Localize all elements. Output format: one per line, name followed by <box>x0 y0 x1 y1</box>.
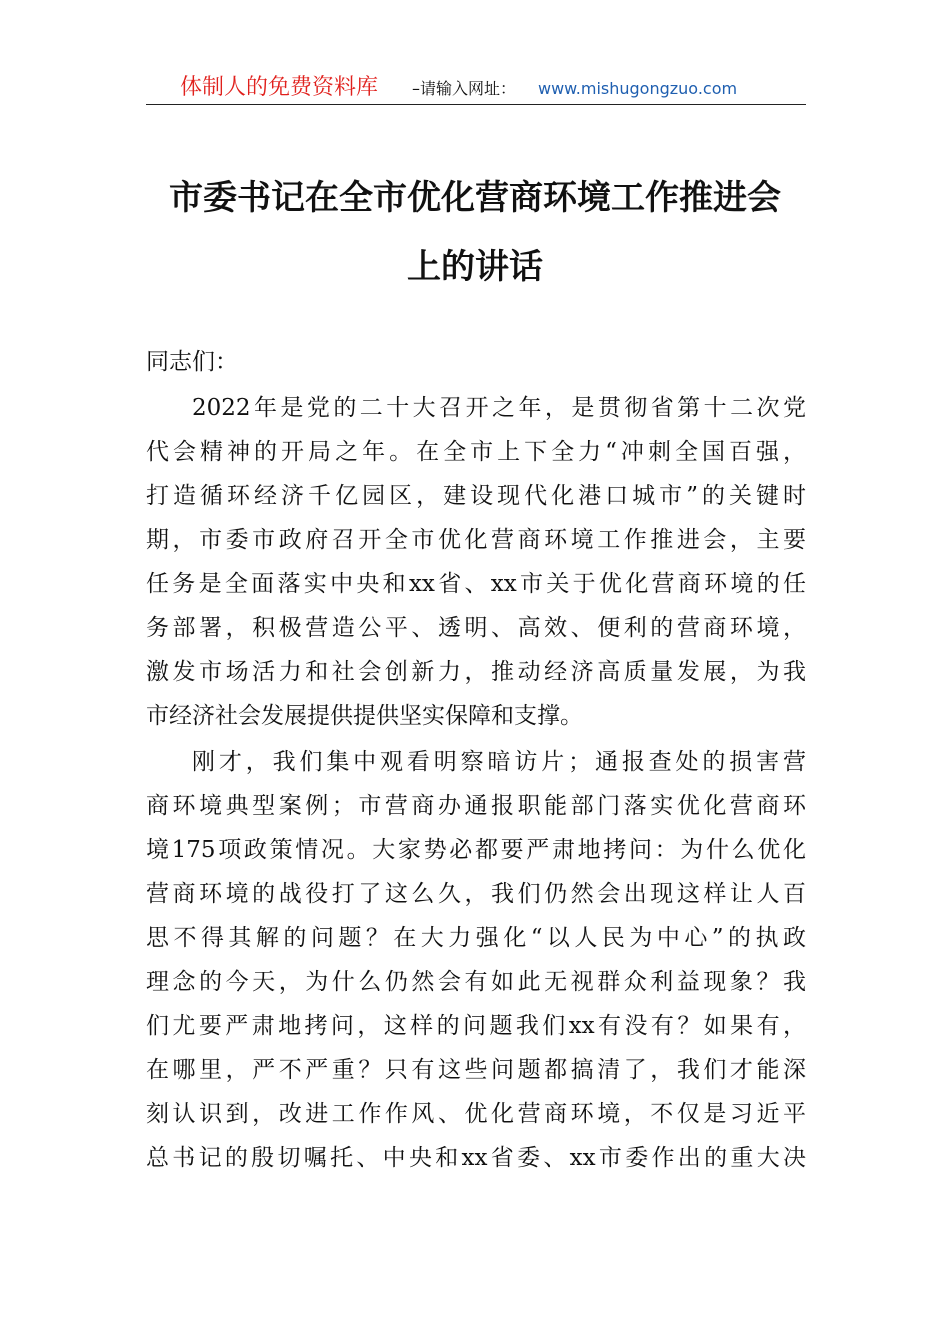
site-header <box>146 74 806 105</box>
paragraph-2-line: 理念的今天，为什么仍然会有如此无视群众利益现象？我 <box>146 969 806 995</box>
paragraph-2-line: 们尤要严肃地拷问，这样的问题我们xx有没有？如果有， <box>146 1013 806 1039</box>
paragraph-2-line: 刻认识到，改进工作作风、优化营商环境，不仅是习近平 <box>146 1101 806 1127</box>
paragraph-2-line: 营商环境的战役打了这么久，我们仍然会出现这样让人百 <box>146 881 806 907</box>
paragraph-2-line: 商环境典型案例；市营商办通报职能部门落实优化营商环 <box>146 793 806 819</box>
document-title-line-2: 上的讲话 <box>407 247 543 287</box>
paragraph-2-line: 总书记的殷切嘱托、中央和xx省委、xx市委作出的重大决 <box>146 1145 806 1171</box>
header-url-link[interactable]: www.mishugongzuo.com <box>538 79 738 98</box>
paragraph-1-line: 激发市场活力和社会创新力，推动经济高质量发展，为我 <box>146 659 806 685</box>
paragraph-1-line: 代会精神的开局之年。在全市上下全力“冲刺全国百强， <box>146 439 806 465</box>
paragraph-1-line: 期，市委市政府召开全市优化营商环境工作推进会，主要 <box>146 527 806 553</box>
document-title-line-1: 市委书记在全市优化营商环境工作推进会 <box>169 178 781 218</box>
paragraph-2-line: 思不得其解的问题？在大力强化“以人民为中心”的执政 <box>146 925 806 951</box>
paragraph-2-line: 刚才，我们集中观看明察暗访片；通报查处的损害营 <box>192 749 806 775</box>
paragraph-1-line: 任务是全面落实中央和xx省、xx市关于优化营商环境的任 <box>146 571 806 597</box>
paragraph-2-line: 境175项政策情况。大家势必都要严肃地拷问：为什么优化 <box>146 837 806 863</box>
paragraph-1-line: 打造循环经济千亿园区，建设现代化港口城市”的关键时 <box>146 483 806 509</box>
paragraph-1-line: 务部署，积极营造公平、透明、高效、便利的营商环境， <box>146 615 806 641</box>
salutation: 同志们： <box>146 349 238 375</box>
paragraph-2-line: 在哪里，严不严重？只有这些问题都搞清了，我们才能深 <box>146 1057 806 1083</box>
header-prompt: –请输入网址： <box>412 79 517 98</box>
paragraph-1-line: 2022年是党的二十大召开之年，是贯彻省第十二次党 <box>192 395 806 421</box>
header-brand: 体制人的免费资料库 <box>180 75 379 100</box>
paragraph-1-line: 市经济社会发展提供提供坚实保障和支撑。 <box>146 703 583 729</box>
